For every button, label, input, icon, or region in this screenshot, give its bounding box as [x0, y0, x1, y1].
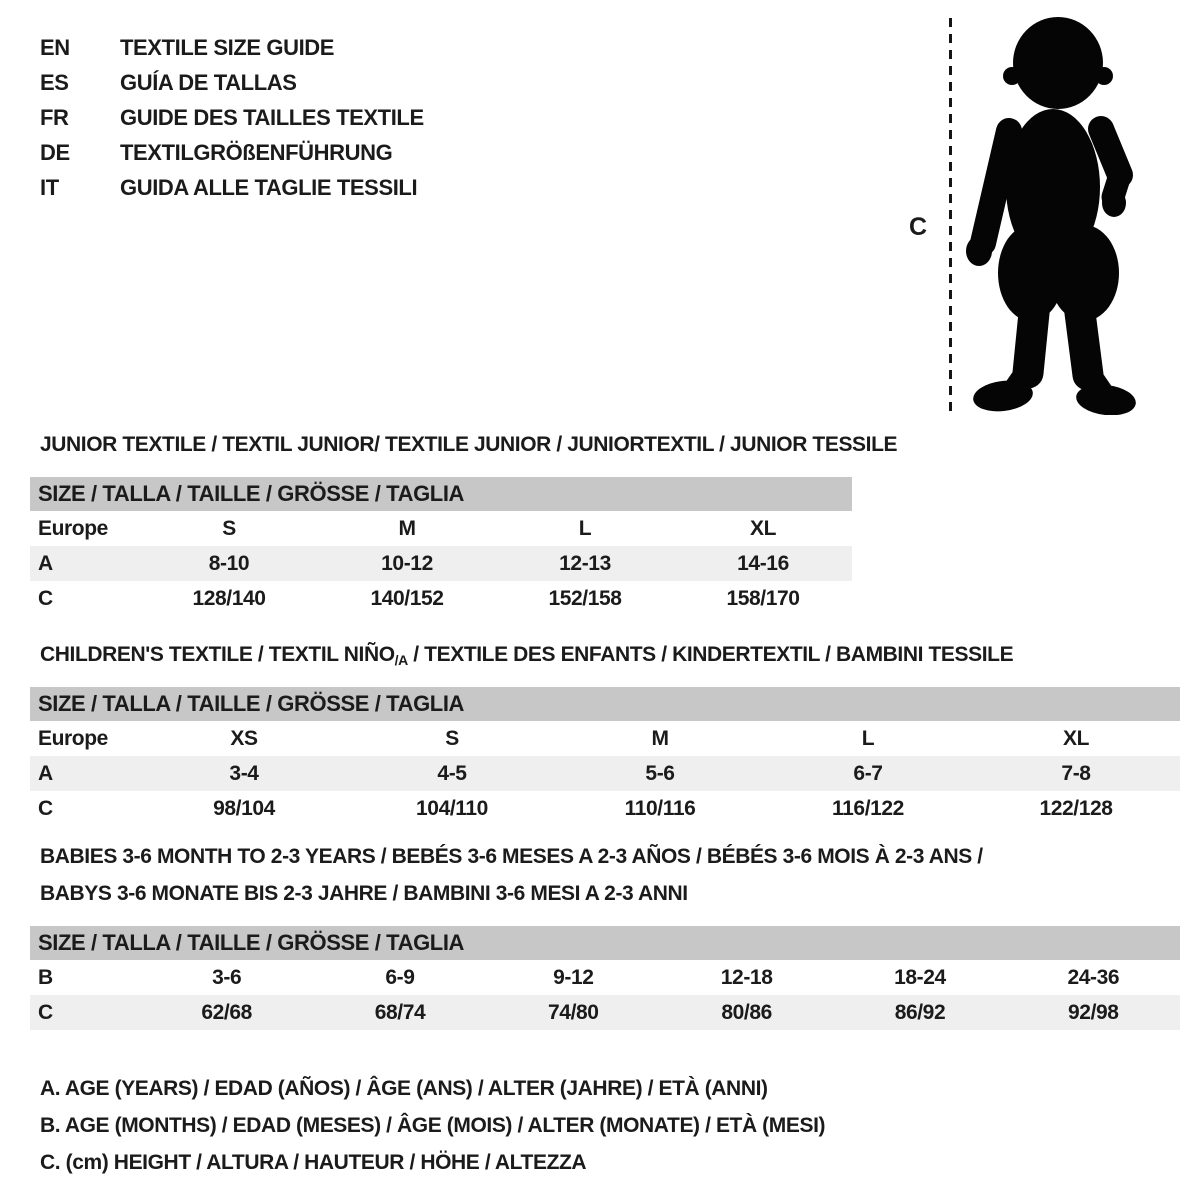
babies-section-title-line2: BABYS 3-6 MONATE BIS 2-3 JAHRE / BAMBINI 3-6 MESI A 2-3 ANNI	[40, 882, 688, 905]
junior-row-age	[30, 546, 852, 581]
children-size-header: SIZE / TALLA / TAILLE / GRÖSSE / TAGLIA	[30, 687, 1180, 721]
age-value: 12-13	[559, 551, 611, 575]
language-row-fr	[40, 100, 424, 135]
language-label: GUIDE DES TAILLES TEXTILE	[120, 104, 424, 130]
row-label: A	[38, 551, 53, 575]
children-section-title	[40, 643, 1013, 668]
children-title-suffix: / TEXTILE DES ENFANTS / KINDERTEXTIL / BAMBINI TESSILE	[407, 643, 1014, 666]
height-value: 98/104	[213, 796, 275, 820]
language-row-es	[40, 65, 424, 100]
language-guide	[40, 30, 424, 205]
height-value: 116/122	[832, 796, 904, 820]
row-label: Europe	[38, 726, 108, 750]
babies-size-header: SIZE / TALLA / TAILLE / GRÖSSE / TAGLIA	[30, 926, 1180, 960]
size-column: XL	[1062, 726, 1090, 750]
children-title-prefix: CHILDREN'S TEXTILE / TEXTIL NIÑO	[40, 643, 395, 666]
babies-row-months	[30, 960, 1180, 995]
children-row-age	[30, 756, 1180, 791]
months-value: 24-36	[1067, 965, 1120, 989]
legend-line-a: A. AGE (YEARS) / EDAD (AÑOS) / ÂGE (ANS) / ALTER (JAHRE) / ETÀ (ANNI)	[40, 1076, 768, 1100]
language-row-it	[40, 170, 424, 205]
language-code: FR	[40, 104, 69, 130]
language-code: DE	[40, 139, 70, 165]
height-value: 86/92	[894, 1000, 946, 1024]
size-column: S	[445, 726, 459, 750]
age-value: 10-12	[381, 551, 433, 575]
legend	[40, 1070, 825, 1181]
babies-size-table	[30, 926, 1180, 1030]
height-value: 92/98	[1068, 1000, 1119, 1024]
height-value: 152/158	[548, 586, 622, 610]
height-measure-figure	[905, 15, 1165, 420]
size-column: XL	[749, 516, 777, 540]
size-column: L	[578, 516, 592, 540]
height-dashed-line	[949, 18, 952, 415]
legend-line-b: B. AGE (MONTHS) / EDAD (MESES) / ÂGE (MOIS) / ALTER (MONATE) / ETÀ (MESI)	[40, 1113, 826, 1137]
size-column: XS	[230, 726, 258, 750]
months-value: 9-12	[553, 965, 594, 989]
size-column: L	[861, 726, 875, 750]
height-value: 62/68	[201, 1000, 252, 1024]
row-label: C	[38, 796, 53, 820]
language-code: EN	[40, 34, 70, 60]
height-value: 104/110	[416, 796, 488, 820]
months-value: 6-9	[385, 965, 415, 989]
language-row-en	[40, 30, 424, 65]
height-value: 140/152	[370, 586, 444, 610]
height-value: 68/74	[374, 1000, 426, 1024]
size-column: M	[398, 516, 416, 540]
row-label: A	[38, 761, 53, 785]
language-label: GUIDA ALLE TAGLIE TESSILI	[120, 174, 418, 200]
height-measure-label: C	[909, 213, 927, 241]
row-label: Europe	[38, 516, 108, 540]
language-label: GUÍA DE TALLAS	[120, 69, 297, 95]
toddler-silhouette-icon	[965, 15, 1140, 415]
age-value: 8-10	[208, 551, 250, 575]
age-value: 5-6	[645, 761, 675, 785]
height-value: 158/170	[726, 586, 800, 610]
row-label: B	[38, 965, 53, 989]
size-column: M	[651, 726, 669, 750]
junior-size-table	[30, 477, 852, 616]
height-value: 80/86	[721, 1000, 772, 1024]
language-label: TEXTILE SIZE GUIDE	[120, 34, 335, 60]
legend-line-c: C. (cm) HEIGHT / ALTURA / HAUTEUR / HÖHE / ALTEZZA	[40, 1150, 587, 1174]
language-label: TEXTILGRÖßENFÜHRUNG	[120, 139, 393, 165]
size-column: S	[222, 516, 236, 540]
junior-section-title: JUNIOR TEXTILE / TEXTIL JUNIOR/ TEXTILE JUNIOR / JUNIORTEXTIL / JUNIOR TESSILE	[40, 433, 898, 456]
height-value: 74/80	[548, 1000, 599, 1024]
months-value: 12-18	[720, 965, 773, 989]
babies-section-title-line1: BABIES 3-6 MONTH TO 2-3 YEARS / BEBÉS 3-6 MESES A 2-3 AÑOS / BÉBÉS 3-6 MOIS À 2-3 ANS /	[40, 845, 983, 868]
junior-row-height	[30, 581, 852, 616]
junior-columns-row	[30, 511, 852, 546]
children-title-subscript: /A	[394, 652, 408, 668]
height-value: 122/128	[1039, 796, 1113, 820]
age-value: 4-5	[437, 761, 467, 785]
age-value: 14-16	[737, 551, 789, 575]
language-code: IT	[40, 174, 59, 200]
junior-size-header: SIZE / TALLA / TAILLE / GRÖSSE / TAGLIA	[30, 477, 852, 511]
age-value: 6-7	[853, 761, 883, 785]
months-value: 18-24	[894, 965, 946, 989]
children-size-table	[30, 687, 1180, 826]
age-value: 7-8	[1061, 761, 1091, 785]
row-label: C	[38, 586, 53, 610]
height-value: 110/116	[624, 796, 696, 820]
months-value: 3-6	[212, 965, 242, 989]
language-row-de	[40, 135, 424, 170]
children-columns-row	[30, 721, 1180, 756]
babies-row-height	[30, 995, 1180, 1030]
age-value: 3-4	[229, 761, 259, 785]
children-row-height	[30, 791, 1180, 826]
language-code: ES	[40, 69, 69, 95]
row-label: C	[38, 1000, 53, 1024]
height-value: 128/140	[192, 586, 266, 610]
